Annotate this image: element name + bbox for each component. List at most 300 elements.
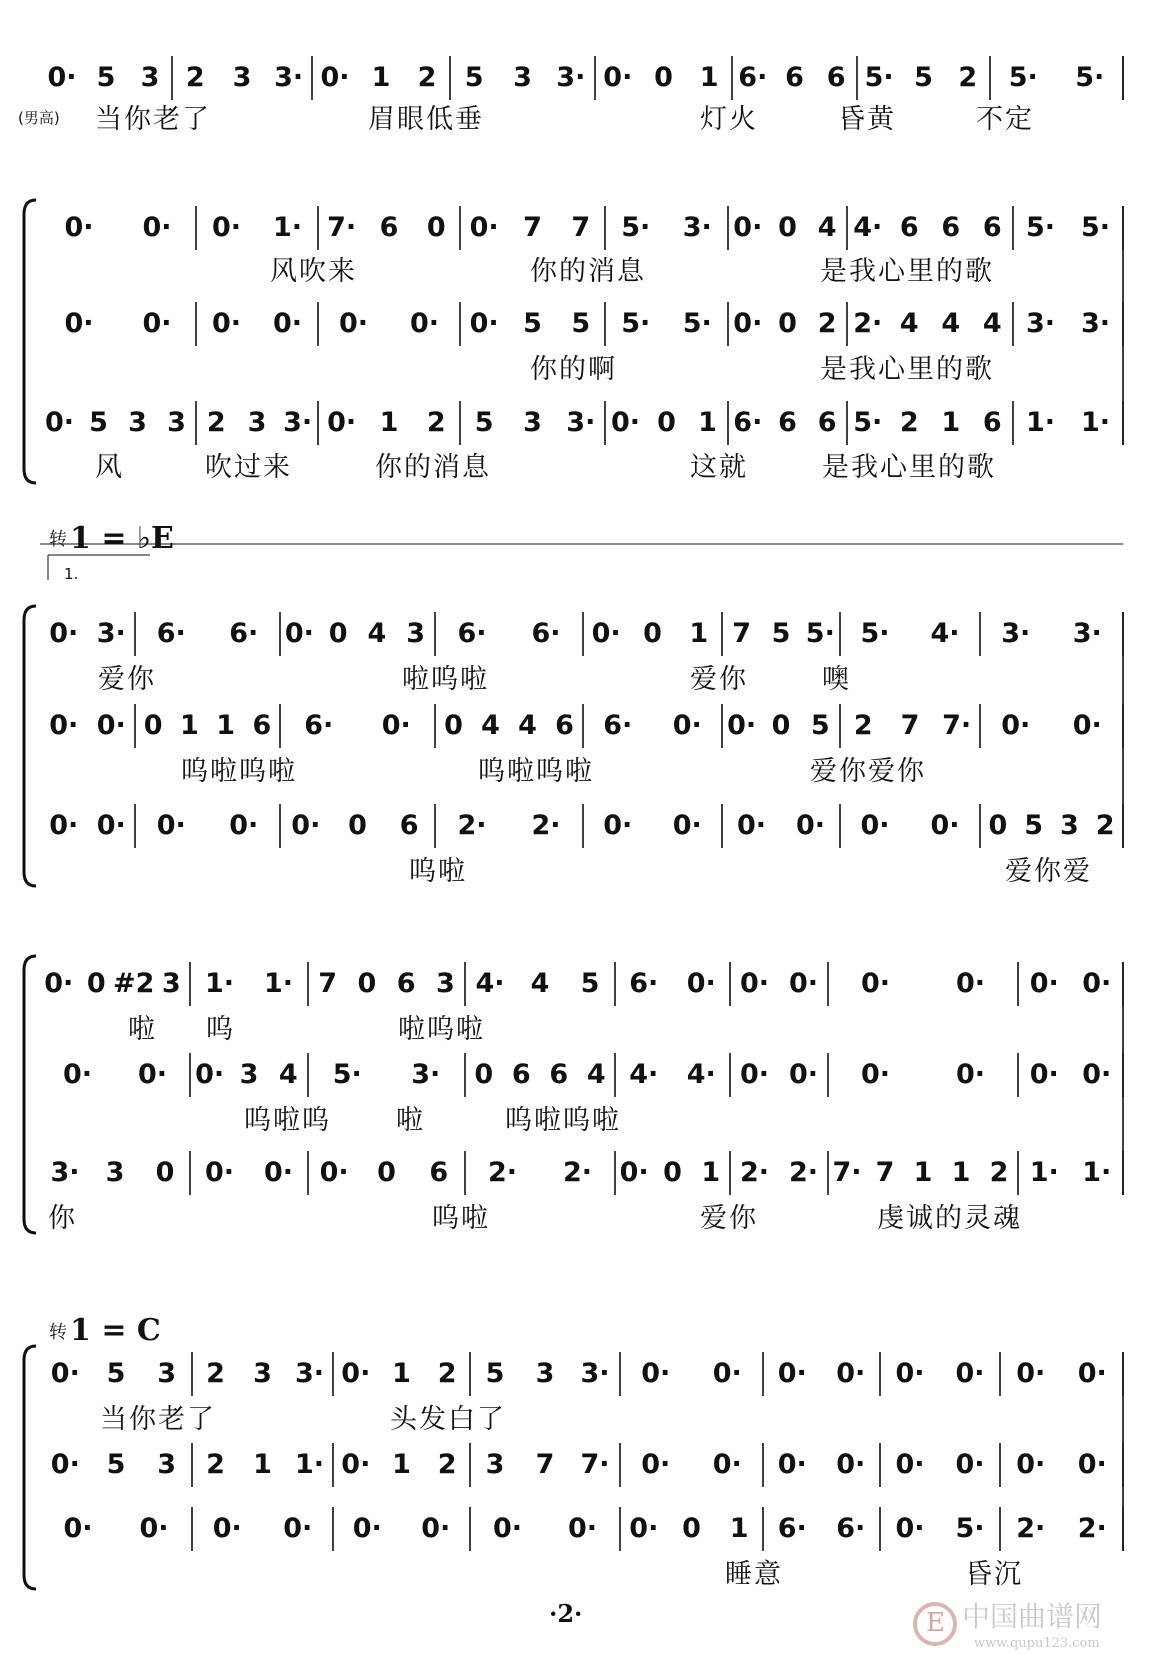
score-note: 4· <box>686 1059 716 1090</box>
score-note: 6 <box>982 212 1002 243</box>
score-note: 3 <box>167 407 186 438</box>
score-note: 4 <box>586 1059 606 1090</box>
lyric-phrase: 呜啦呜啦 <box>478 756 594 787</box>
score-note: 1 <box>699 62 719 93</box>
score-note: 0· <box>50 1449 80 1480</box>
score-note: 0· <box>50 1358 80 1389</box>
score-note: 4 <box>278 1059 298 1090</box>
score-note: 0· <box>352 1513 382 1544</box>
score-note: 1 <box>392 1358 411 1389</box>
score-note: 6 <box>379 212 399 243</box>
score-note: 0· <box>930 810 960 841</box>
lyric-phrase: 不定 <box>976 104 1034 135</box>
score-note: 3 <box>161 968 181 999</box>
score-note: 6 <box>429 1157 449 1188</box>
score-note: 0· <box>672 810 702 841</box>
score-note: 2 <box>989 1157 1009 1188</box>
score-note: 0· <box>96 710 126 741</box>
score-note: 6· <box>603 710 633 741</box>
lyric-phrase: 是我心里的歌 <box>820 354 994 385</box>
score-note: 5 <box>106 1449 126 1480</box>
score-note: 1 <box>698 407 717 438</box>
score-note: 5 <box>580 968 600 999</box>
score-note: 4· <box>629 1059 659 1090</box>
score-note: 0· <box>338 308 369 339</box>
score-note: 0 <box>444 710 463 741</box>
score-note: 0· <box>1029 1059 1059 1090</box>
score-note: 0· <box>492 1513 523 1544</box>
score-note: 0· <box>284 618 314 649</box>
score-note: 0· <box>96 810 126 841</box>
score-note: 0· <box>567 1513 598 1544</box>
score-note: 1 <box>913 1157 933 1188</box>
lyric-phrase: 爱你 <box>98 664 156 695</box>
lyric-phrase: 爱你 <box>690 664 748 695</box>
score-note: 2· <box>739 1157 770 1188</box>
score-note: 5· <box>682 308 712 339</box>
score-note: 0· <box>895 1358 925 1389</box>
score-note: 0· <box>341 1358 371 1389</box>
score-note: 1· <box>263 968 294 999</box>
score-note: 0· <box>64 212 94 243</box>
score-note: 0· <box>263 1157 294 1188</box>
score-note: 0· <box>895 1513 925 1544</box>
score-note: 0 <box>155 1157 175 1188</box>
score-note: 6 <box>899 212 919 243</box>
score-note: 4 <box>982 308 1002 339</box>
score-note: 0· <box>795 810 826 841</box>
score-note: 0· <box>733 308 763 339</box>
score-note: 6 <box>785 62 804 93</box>
score-note: 1 <box>216 710 236 741</box>
lyric-phrase: 睡意 <box>725 1559 783 1590</box>
score-note: 0· <box>195 1059 225 1090</box>
score-note: 0· <box>139 1513 169 1544</box>
score-note: 5· <box>853 407 883 438</box>
score-note: 0· <box>686 968 716 999</box>
score-note: 0· <box>860 968 891 999</box>
score-note: 5 <box>96 62 116 93</box>
score-note: 4· <box>930 618 960 649</box>
score-note: 0· <box>211 212 242 243</box>
score-note: 2· <box>788 1157 819 1188</box>
watermark-url: www.qupu123.com <box>974 1636 1100 1651</box>
score-note: 2 <box>206 407 226 438</box>
score-note: 0· <box>955 968 986 999</box>
score-note: 0· <box>1072 710 1102 741</box>
score-note: 5 <box>464 62 484 93</box>
system-bracket <box>24 200 36 483</box>
score-note: 4 <box>481 710 500 741</box>
score-note: 0 <box>778 308 797 339</box>
score-note: 0· <box>603 62 633 93</box>
score-note: 6· <box>738 62 768 93</box>
score-note: 0· <box>736 810 767 841</box>
score-note: 2· <box>457 810 487 841</box>
score-note: 5 <box>485 1358 505 1389</box>
score-note: 5· <box>621 212 651 243</box>
score-note: 0· <box>44 407 75 438</box>
score-note: 5 <box>914 62 933 93</box>
score-note: 0· <box>1001 710 1031 741</box>
score-note: 1 <box>729 1513 749 1544</box>
score-note: 0· <box>469 212 499 243</box>
score-note: 6· <box>229 618 259 649</box>
score-note: 2 <box>206 1358 225 1389</box>
score-note: 6· <box>836 1513 866 1544</box>
score-note: 2· <box>1016 1513 1046 1544</box>
lyric-phrase: 爱你爱你 <box>810 756 926 787</box>
lyric-phrase: 风 <box>95 452 124 483</box>
score-note: 0· <box>142 308 172 339</box>
score-note: 1· <box>294 1449 325 1480</box>
score-note: 2 <box>437 1358 457 1389</box>
score-note: 3 <box>253 1358 272 1389</box>
score-note: 3· <box>580 1358 610 1389</box>
score-note: 7· <box>942 710 972 741</box>
score-note: 2 <box>437 1449 457 1480</box>
lyric-phrase: 爱你爱 <box>1005 856 1092 887</box>
score-note: 7 <box>875 1157 895 1188</box>
score-note: 2· <box>562 1157 593 1188</box>
score-note: 0 <box>988 810 1008 841</box>
score-note: 3 <box>535 1358 555 1389</box>
score-note: 0 <box>143 710 163 741</box>
score-note: 6· <box>777 1513 807 1544</box>
score-note: 4 <box>899 308 919 339</box>
score-note: 3· <box>1001 618 1031 649</box>
score-note: 0· <box>739 968 770 999</box>
watermark-brand: 中国曲谱网 <box>962 1600 1103 1633</box>
score-note: 7 <box>571 212 591 243</box>
lyric-phrase: 呜啦呜啦 <box>181 756 297 787</box>
score-note: 5· <box>1075 62 1105 93</box>
lyric-phrase: 啦呜啦 <box>398 1014 485 1045</box>
lyric-phrase: 虔诚的灵魂 <box>877 1203 1022 1234</box>
score-note: 0 <box>657 407 676 438</box>
score-note: 0 <box>654 62 673 93</box>
score-note: 3 <box>435 968 455 999</box>
score-note: 7 <box>900 710 920 741</box>
lyric-phrase: 噢 <box>822 664 851 695</box>
score-note: 0· <box>421 1513 451 1544</box>
score-note: 6· <box>304 710 334 741</box>
lyric-phrase: 是我心里的歌 <box>820 256 994 287</box>
score-note: 2 <box>1095 810 1115 841</box>
score-note: 1 <box>951 1157 971 1188</box>
lyric-phrase: 你的啊 <box>530 354 617 385</box>
lyric-phrase: 呜啦呜 <box>244 1105 331 1136</box>
score-note: 0· <box>836 1358 866 1389</box>
score-note: 5· <box>1080 212 1111 243</box>
score-note: 1· <box>272 212 303 243</box>
score-note: 0 <box>643 618 662 649</box>
system-bracket <box>24 1346 36 1589</box>
score-note: 6· <box>156 618 186 649</box>
score-note: 5 <box>571 308 591 339</box>
score-note: 5 <box>523 308 542 339</box>
score-note: 0· <box>836 1449 866 1480</box>
score-note: 3· <box>1025 308 1056 339</box>
score-note: 5 <box>771 618 791 649</box>
page-number: ·2· <box>549 1599 583 1628</box>
score-note: 1· <box>1025 407 1056 438</box>
score-note: 3 <box>523 407 542 438</box>
score-note: 0· <box>1077 1449 1107 1480</box>
score-note: 3 <box>140 62 160 93</box>
score-note: 2 <box>817 308 837 339</box>
score-note: 0· <box>777 1449 807 1480</box>
score-note: 1 <box>371 62 391 93</box>
lyric-phrase: 灯火 <box>700 104 758 135</box>
score-note: 6 <box>817 407 837 438</box>
score-note: 7· <box>580 1449 610 1480</box>
score-note: 0· <box>49 810 79 841</box>
score-note: 0· <box>955 1449 985 1480</box>
lyric-phrase: 风吹来 <box>270 256 357 287</box>
score-note: 5 <box>810 710 830 741</box>
score-note: 0· <box>469 308 499 339</box>
score-note: 3· <box>283 407 313 438</box>
score-note: 0· <box>156 810 186 841</box>
score-note: 5· <box>1008 62 1038 93</box>
score-note: 3· <box>294 1358 325 1389</box>
watermark-logo-letter: E <box>926 1608 945 1638</box>
score-note: 7· <box>327 212 357 243</box>
score-note: 0· <box>739 1059 770 1090</box>
score-note: 6 <box>511 1059 531 1090</box>
score-note: 4 <box>518 710 537 741</box>
key-change-2: 1 = C <box>70 1313 161 1348</box>
score-note: 0· <box>319 1157 349 1188</box>
score-note: 0· <box>341 1449 371 1480</box>
score-note: 3· <box>682 212 712 243</box>
score-note: 0· <box>62 1059 93 1090</box>
lyric-phrase: 当你老了 <box>100 1404 216 1435</box>
score-note: 2 <box>958 62 978 93</box>
lyric-phrase: 头发白了 <box>390 1404 506 1435</box>
score-note: 1· <box>1080 407 1111 438</box>
score-note: 0 <box>426 212 446 243</box>
score-note: 5 <box>1024 810 1044 841</box>
lyric-phrase: 昏黄 <box>838 104 896 135</box>
lyric-phrase: 呜啦 <box>432 1203 490 1234</box>
score-note: 1· <box>1082 1157 1112 1188</box>
score-note: 7 <box>732 618 752 649</box>
score-note: #2 <box>113 968 155 999</box>
score-note: 0· <box>672 710 702 741</box>
score-note: 7 <box>535 1449 555 1480</box>
score-note: 0· <box>727 710 757 741</box>
score-note: 0· <box>63 1513 93 1544</box>
score-note: 3· <box>1080 308 1111 339</box>
score-note: 0 <box>474 1059 494 1090</box>
score-note: 2· <box>1077 1513 1107 1544</box>
score-note: 1 <box>392 1449 411 1480</box>
score-note: 6· <box>733 407 763 438</box>
score-note: 3 <box>485 1449 505 1480</box>
score-note: 0· <box>47 62 77 93</box>
score-note: 0 <box>778 212 797 243</box>
score-note: 0· <box>629 1513 659 1544</box>
score-note: 4· <box>853 212 883 243</box>
score-note: 3 <box>105 1157 125 1188</box>
score-note: 0· <box>204 1157 235 1188</box>
lyric-phrase: 啦 <box>128 1014 157 1045</box>
score-note: 0· <box>860 810 890 841</box>
score-note: 6· <box>531 618 561 649</box>
score-note: 0 <box>328 618 348 649</box>
score-note: 0· <box>641 1358 671 1389</box>
score-note: 7· <box>832 1157 862 1188</box>
lyric-phrase: 呜啦 <box>409 856 467 887</box>
score-note: 2· <box>487 1157 518 1188</box>
score-note: 0· <box>788 968 819 999</box>
score-note: 0 <box>377 1157 396 1188</box>
score-note: 6· <box>629 968 659 999</box>
score-note: 1 <box>179 710 199 741</box>
score-note: 3 <box>247 407 267 438</box>
score-note: 4 <box>367 618 387 649</box>
score-note: 0· <box>733 212 763 243</box>
score-note: 0 <box>663 1157 682 1188</box>
score-note: 6 <box>982 407 1002 438</box>
score-note: 6· <box>457 618 487 649</box>
score-note: 0· <box>272 308 303 339</box>
lyric-phrase: 你 <box>48 1203 77 1234</box>
score-note: 0· <box>610 407 641 438</box>
system-bracket <box>24 606 36 886</box>
score-note: 0· <box>955 1059 986 1090</box>
lyric-phrase: 你的消息 <box>530 256 646 287</box>
score-note: 4 <box>817 212 837 243</box>
score-note: 4 <box>941 308 961 339</box>
score-note: 2 <box>853 710 873 741</box>
score-note: 0· <box>229 810 259 841</box>
score-note: 0· <box>212 1513 242 1544</box>
score-note: 2 <box>426 407 446 438</box>
score-note: 5· <box>955 1513 985 1544</box>
voice-label: (男高) <box>18 109 60 127</box>
key-change-1-prefix: 转 <box>49 529 67 550</box>
score-note: 3 <box>513 62 532 93</box>
score-note: 0 <box>348 810 367 841</box>
score-note: 0· <box>603 810 633 841</box>
score-note: 4· <box>475 968 505 999</box>
score-note: 5· <box>805 618 835 649</box>
score-note: 5· <box>860 618 890 649</box>
score-note: 3· <box>411 1059 441 1090</box>
score-note: 3· <box>566 407 596 438</box>
lyric-phrase: 你的消息 <box>375 452 491 483</box>
score-note: 0· <box>712 1358 742 1389</box>
key-change-1: 1 = ♭E <box>70 521 174 556</box>
score-note: 0· <box>788 1059 819 1090</box>
score-note: 0· <box>211 308 242 339</box>
score-note: 2 <box>206 1449 225 1480</box>
score-note: 0· <box>1082 1059 1112 1090</box>
score-note: 3· <box>274 62 304 93</box>
score-note: 3 <box>232 62 252 93</box>
score-note: 1 <box>941 407 961 438</box>
score-note: 1 <box>253 1449 272 1480</box>
score-note: 0· <box>49 618 79 649</box>
score-note: 0 <box>86 968 106 999</box>
score-note: 0· <box>1077 1358 1107 1389</box>
score-note: 3 <box>157 1449 177 1480</box>
score-note: 6 <box>826 62 846 93</box>
lyric-phrase: 呜 <box>206 1014 235 1045</box>
score-note: 6 <box>555 710 574 741</box>
score-note: 6 <box>778 407 797 438</box>
score-note: 0· <box>327 407 357 438</box>
score-note: 3 <box>239 1059 259 1090</box>
score-note: 3 <box>157 1358 177 1389</box>
score-note: 5· <box>621 308 651 339</box>
score-note: 0 <box>357 968 377 999</box>
lyric-phrase: 呜啦呜啦 <box>505 1105 621 1136</box>
lyric-phrase: 这就 <box>690 452 748 483</box>
score-note: 0· <box>619 1157 649 1188</box>
score-note: 5 <box>89 407 108 438</box>
score-note: 2· <box>531 810 561 841</box>
volta-label: 1. <box>64 565 79 583</box>
score-note: 6 <box>941 212 961 243</box>
score-note: 3· <box>1072 618 1102 649</box>
score-note: 0· <box>1016 1449 1046 1480</box>
score-note: 3 <box>406 618 426 649</box>
score-note: 5· <box>864 62 894 93</box>
lyric-phrase: 吹过来 <box>205 452 292 483</box>
score-note: 2 <box>417 62 437 93</box>
score-note: 1· <box>204 968 235 999</box>
lyric-phrase: 眉眼低垂 <box>368 104 484 135</box>
score-note: 3 <box>128 407 147 438</box>
score-note: 4 <box>530 968 550 999</box>
score-note: 5· <box>1025 212 1056 243</box>
lyric-phrase: 是我心里的歌 <box>822 452 996 483</box>
score-note: 1 <box>689 618 709 649</box>
lyric-phrase: 爱你 <box>700 1203 758 1234</box>
lyric-phrase: 啦呜啦 <box>402 664 489 695</box>
score-note: 0· <box>409 308 440 339</box>
score-note: 0 <box>682 1513 701 1544</box>
score-note: 5 <box>474 407 494 438</box>
score-note: 0· <box>1029 968 1059 999</box>
score-note: 0· <box>955 1358 985 1389</box>
score-note: 0· <box>49 710 79 741</box>
score-note: 3· <box>96 618 126 649</box>
score-note: 6 <box>396 968 416 999</box>
score-note: 0· <box>64 308 94 339</box>
key-change-2-prefix: 转 <box>49 1322 67 1343</box>
score-note: 7 <box>318 968 338 999</box>
score-note: 3· <box>556 62 586 93</box>
score-note: 0· <box>895 1449 925 1480</box>
score-note: 0· <box>320 62 350 93</box>
lyric-phrase: 当你老了 <box>95 104 211 135</box>
score-note: 6 <box>399 810 419 841</box>
score-note: 0 <box>771 710 791 741</box>
score-note: 0· <box>1082 968 1112 999</box>
score-note: 3· <box>50 1157 80 1188</box>
score-note: 7 <box>523 212 542 243</box>
score-note: 0· <box>44 968 74 999</box>
score-note: 0· <box>641 1449 671 1480</box>
score-note: 2· <box>853 308 883 339</box>
score-note: 0· <box>291 810 321 841</box>
system-bracket <box>24 956 36 1233</box>
